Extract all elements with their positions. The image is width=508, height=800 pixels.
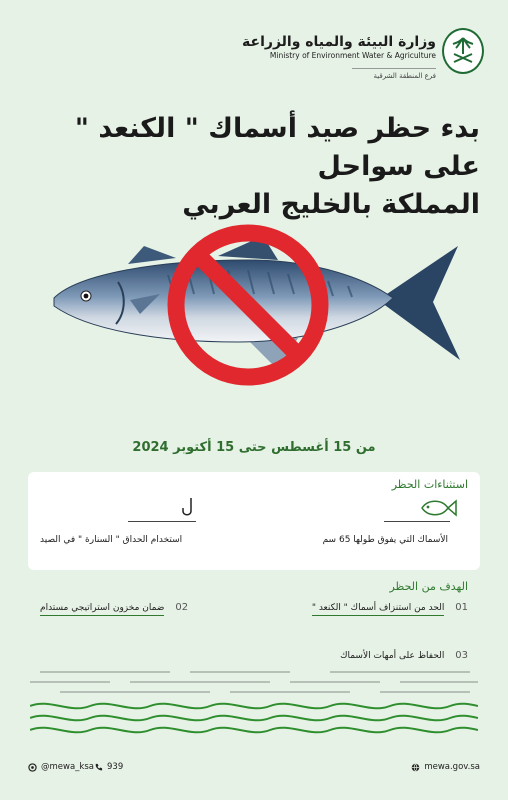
decorative-waves xyxy=(30,660,478,740)
goal-number-3: 03 xyxy=(455,650,468,661)
prohibition-sign-icon xyxy=(163,220,333,390)
ministry-name xyxy=(242,34,436,80)
website-url: mewa.gov.sa xyxy=(424,762,480,772)
exception-item-2: استخدام الحداق " السنارة " في الصيد xyxy=(40,535,183,545)
exception-divider-2 xyxy=(128,521,196,522)
goal-number-2: 02 xyxy=(175,602,189,613)
goal-number-1: 01 xyxy=(455,602,468,613)
ministry-name-ar: وزارة البيئة والمياه والزراعة xyxy=(242,34,436,50)
title-line-2: المملكة بالخليج العربي xyxy=(182,189,480,220)
goal-text-2: ضمان مخزون استراتيجي مستدام xyxy=(40,603,164,616)
exception-divider-1 xyxy=(384,521,450,522)
goal-item-1 xyxy=(312,602,468,616)
footer-website[interactable] xyxy=(411,762,480,772)
ministry-logo-icon xyxy=(442,28,484,74)
globe-icon xyxy=(411,763,420,772)
phone-icon xyxy=(94,763,103,772)
exceptions-card xyxy=(28,472,480,570)
fish-icon xyxy=(418,496,458,520)
ban-period-date: من 15 أغسطس حتى 15 أكتوبر 2024 xyxy=(132,440,376,455)
footer-social[interactable] xyxy=(28,762,94,772)
branch-name: فرع المنطقة الشرقية xyxy=(352,68,436,80)
social-handle: @mewa_ksa xyxy=(41,762,94,772)
exceptions-title: استثناءات الحظر xyxy=(391,478,468,491)
exception-item-1: الأسماك التي يفوق طولها 65 سم xyxy=(322,535,448,545)
goal-text-3: الحفاظ على أمهات الأسماك xyxy=(340,651,445,661)
goal-item-2 xyxy=(40,602,188,616)
title-line-1: بدء حظر صيد أسماك " الكنعد " على سواحل xyxy=(74,113,480,182)
page-title xyxy=(20,110,480,224)
footer-phone[interactable] xyxy=(94,762,123,772)
ministry-name-en: Ministry of Environment Water & Agriculture xyxy=(269,51,436,60)
fishing-hook-icon xyxy=(180,496,196,518)
goal-text-1: الحد من استنزاف أسماك " الكنعد " xyxy=(312,603,445,616)
phone-number: 939 xyxy=(107,762,124,772)
mail-icon xyxy=(28,763,37,772)
goals-title: الهدف من الحظر xyxy=(389,580,468,593)
